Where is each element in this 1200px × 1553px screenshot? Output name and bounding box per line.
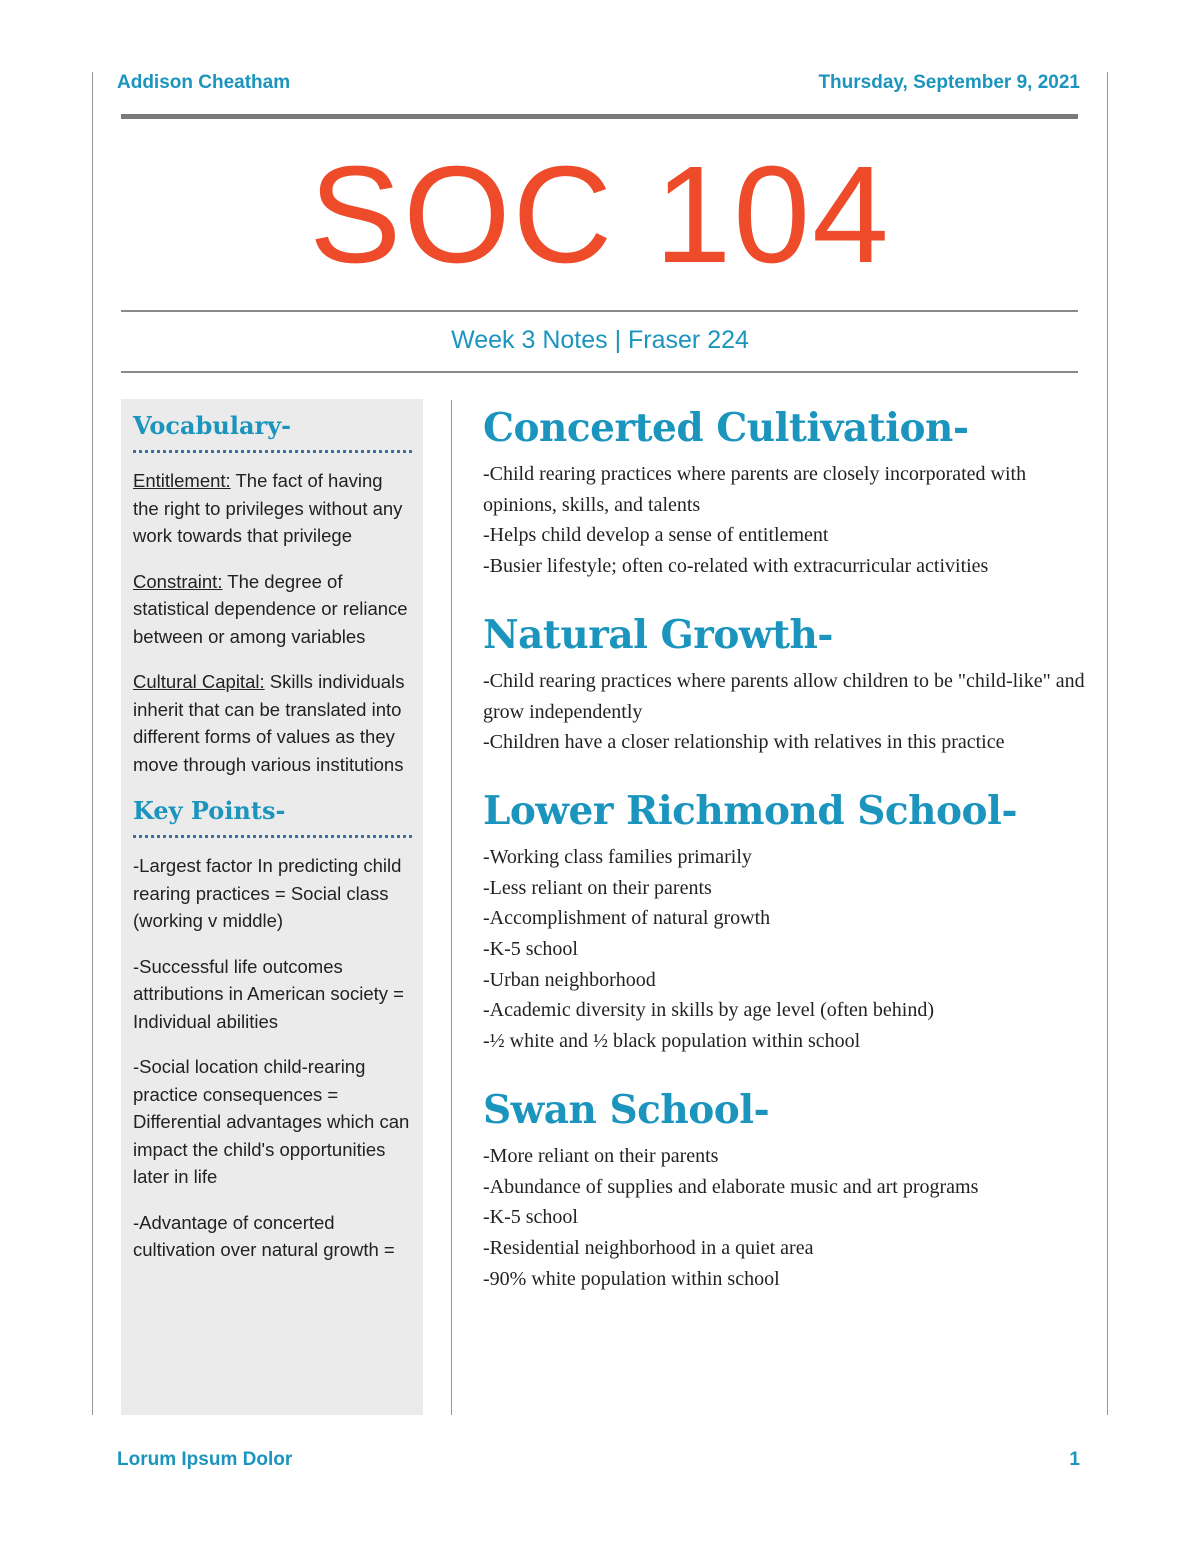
vocab-term: Entitlement:: [133, 470, 231, 491]
notes-section: [483, 788, 1088, 1057]
note-line: -Less reliant on their parents: [483, 876, 712, 899]
section-heading: Natural Growth-: [483, 611, 833, 658]
page-number: 1: [1069, 1449, 1080, 1470]
note-line: -90% white population within school: [483, 1267, 780, 1290]
note-line: -½ white and ½ black population within school: [483, 1030, 861, 1053]
vocab-term: Constraint:: [133, 570, 223, 592]
page-subtitle: Week 3 Notes | Fraser 224: [451, 326, 749, 354]
section-heading: Lower Richmond School-: [483, 787, 1018, 834]
key-point: -Advantage of concerted cultivation over natural growth =: [133, 1211, 395, 1260]
column-divider: [451, 400, 452, 1415]
note-line: -Accomplishment of natural growth: [483, 907, 771, 930]
note-line: -Helps child develop a sense of entitlement: [483, 524, 829, 547]
subtitle-divider: [121, 371, 1078, 373]
note-line: -Residential neighborhood in a quiet area: [483, 1236, 814, 1259]
notes-section: [483, 1087, 1088, 1295]
notes-section: [483, 405, 1088, 582]
note-line: -Children have a closer relationship with relatives in this practice: [483, 731, 1005, 754]
vocab-def: The fact of having the right to privileges without any work towards that privilege: [133, 470, 403, 546]
header-divider: [121, 114, 1078, 119]
vocab-heading: Vocabulary-: [133, 411, 412, 453]
note-line: -Child rearing practices where parents allow children to be "child-like" and grow independently: [483, 669, 1085, 723]
key-points-heading: Key Points-: [133, 796, 412, 838]
key-point: -Social location child-rearing practice consequences = Differential advantages which can impact the child's opportunities later in life: [133, 1056, 410, 1187]
main-notes: [483, 405, 1088, 1324]
header-date: Thursday, September 9, 2021: [818, 72, 1080, 93]
note-line: -Urban neighborhood: [483, 968, 656, 991]
notes-section: [483, 612, 1088, 758]
key-point: -Largest factor In predicting child rearing practices = Social class (working v middle): [133, 855, 402, 931]
vocab-def: The degree of statistical dependence or reliance between or among variables: [133, 570, 408, 647]
section-heading: Concerted Cultivation-: [483, 405, 969, 451]
header-author: Addison Cheatham: [117, 72, 291, 93]
note-line: -Working class families primarily: [483, 845, 752, 868]
footer-text: Lorum Ipsum Dolor: [117, 1449, 293, 1470]
vocab-def: Skills individuals inherit that can be translated into different forms of values as they move through various institutions: [133, 671, 405, 775]
key-point: -Successful life outcomes attributions in American society = Individual abilities: [133, 955, 404, 1032]
vocab-item: [133, 668, 412, 778]
sidebar: [121, 399, 423, 1415]
note-line: -K-5 school: [483, 938, 578, 961]
note-line: -More reliant on their parents: [483, 1144, 719, 1167]
note-line: -Busier lifestyle; often co-related with extracurricular activities: [483, 555, 989, 578]
title-divider: [121, 310, 1078, 312]
vocab-item: [133, 467, 412, 550]
vocab-term: Cultural Capital:: [133, 671, 265, 692]
vocab-item: [133, 568, 412, 651]
note-line: -Academic diversity in skills by age level (often behind): [483, 999, 934, 1022]
section-heading: Swan School-: [483, 1086, 770, 1133]
note-line: -K-5 school: [483, 1206, 578, 1229]
note-line: -Child rearing practices where parents are closely incorporated with opinions, skills, and talents: [483, 463, 1027, 516]
note-line: -Abundance of supplies and elaborate music and art programs: [483, 1175, 979, 1198]
page-title: SOC 104: [309, 138, 891, 292]
